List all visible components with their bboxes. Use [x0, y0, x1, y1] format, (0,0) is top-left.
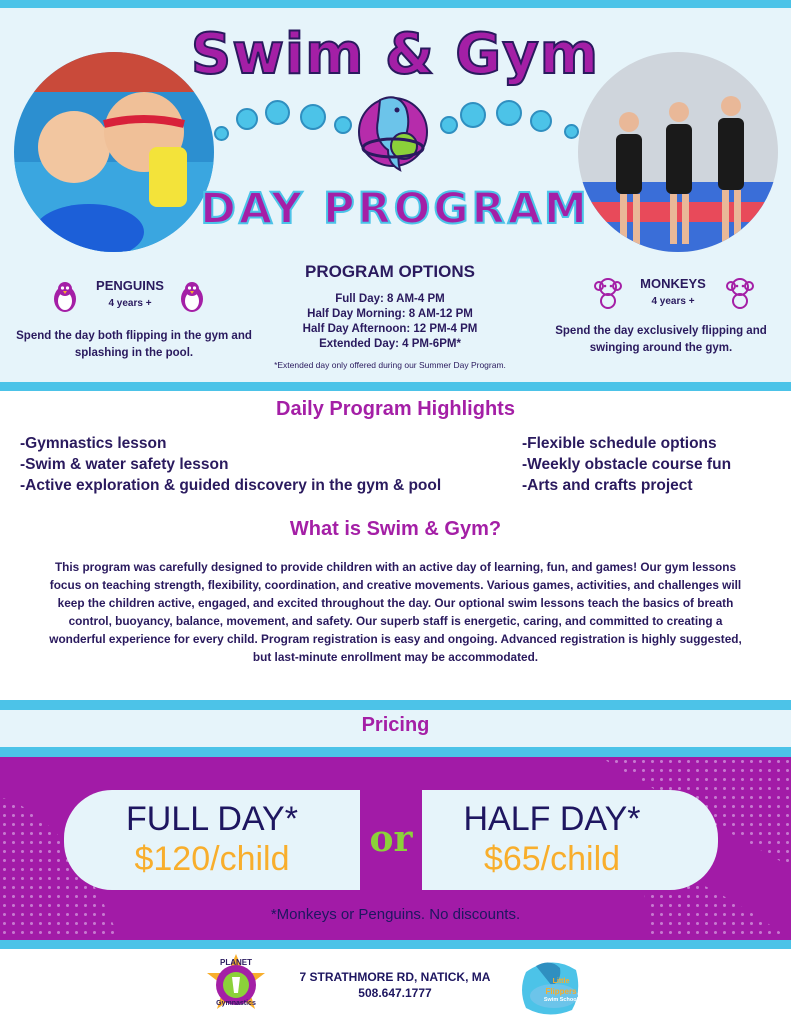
planet-logo-text-bottom: Gymnastics	[216, 1000, 256, 1007]
program-option-half-morning: Half Day Morning: 8 AM-12 PM	[307, 308, 473, 320]
penguin-icon	[50, 280, 80, 314]
little-flippers-text-1: Little	[552, 978, 570, 985]
half-day-price: $65/child	[483, 840, 621, 878]
footer-address: 7 STRATHMORE RD, NATICK, MA	[299, 970, 491, 984]
monkey-icon	[726, 277, 754, 309]
bubble-decoration	[334, 116, 352, 134]
bubble-decoration	[564, 124, 579, 139]
title-day-program: DAY PROGRAM	[200, 184, 590, 234]
pricing-top-stripe	[0, 700, 791, 710]
dolphin-logo-icon	[352, 88, 434, 180]
penguin-icon	[177, 280, 207, 314]
penguins-age: 4 years +	[108, 298, 152, 309]
title-swim-gym: Swim & Gym	[190, 22, 600, 87]
about-heading: What is Swim & Gym?	[289, 518, 502, 540]
about-line: control, buoyancy, balance, movement, and safety. Our superb staff is energetic, caring, and committed to creating a	[68, 614, 723, 628]
monkeys-desc-line1: Spend the day exclusively flipping and	[555, 325, 767, 337]
penguins-desc-line2: splashing in the pool.	[74, 347, 194, 359]
highlight-item: -Weekly obstacle course fun	[522, 456, 732, 473]
penguins-name: PENGUINS	[96, 278, 164, 293]
about-line: but last-minute enrollment may be accommodated.	[252, 650, 539, 664]
program-option-full-day: Full Day: 8 AM-4 PM	[335, 293, 445, 305]
program-option-extended: Extended Day: 4 PM-6PM*	[319, 338, 461, 350]
about-line: wonderful experience for every child. Program registration is easy and ongoing. Advanced registration is highly suggested,	[49, 632, 742, 646]
bubble-decoration	[440, 116, 458, 134]
monkey-icon	[594, 277, 622, 309]
planet-gymnastics-logo	[203, 952, 269, 1018]
highlights-heading: Daily Program Highlights	[276, 398, 515, 420]
bubble-decoration	[460, 102, 486, 128]
highlight-item: -Flexible schedule options	[522, 435, 717, 452]
half-day-label: HALF DAY*	[463, 800, 641, 838]
full-day-label: FULL DAY*	[126, 800, 298, 838]
monkeys-age: 4 years +	[651, 296, 695, 307]
program-options-heading: PROGRAM OPTIONS	[304, 262, 475, 281]
bubble-decoration	[236, 108, 258, 130]
full-day-price: $120/child	[134, 840, 290, 878]
bubble-decoration	[214, 126, 229, 141]
about-line: This program was carefully designed to provide children with an active day of learning, fun, and games! Our gym lessons	[54, 560, 737, 574]
top-stripe	[0, 0, 791, 8]
pricing-mid-stripe	[0, 747, 791, 757]
highlight-item: -Gymnastics lesson	[20, 435, 167, 452]
about-line: focus on teaching strength, flexibility, coordination, and creative movements. Various games, activities, and challenges will	[49, 578, 742, 592]
monkeys-desc-line2: swinging around the gym.	[589, 342, 733, 354]
or-text: or	[369, 818, 413, 860]
program-option-half-afternoon: Half Day Afternoon: 12 PM-4 PM	[302, 323, 478, 335]
highlight-item: -Swim & water safety lesson	[20, 456, 229, 473]
pricing-note: *Monkeys or Penguins. No discounts.	[270, 906, 521, 923]
little-flippers-text-2: Flippers	[545, 987, 577, 996]
pricing-bottom-stripe	[0, 940, 791, 949]
bubble-decoration	[496, 100, 522, 126]
bubble-decoration	[265, 100, 290, 125]
pricing-heading: Pricing	[361, 714, 430, 736]
planet-logo-text-top: PLANET	[220, 958, 252, 967]
penguins-desc-line1: Spend the day both flipping in the gym and	[16, 330, 252, 342]
extended-day-note: *Extended day only offered during our Summer Day Program.	[274, 360, 506, 370]
monkeys-name: MONKEYS	[640, 276, 706, 291]
highlight-item: -Active exploration & guided discovery in the gym & pool	[20, 477, 442, 494]
little-flippers-text-3: Swim School	[543, 997, 579, 1003]
bubble-decoration	[300, 104, 326, 130]
highlight-item: -Arts and crafts project	[522, 477, 693, 494]
divider-stripe	[0, 382, 791, 391]
bubble-decoration	[530, 110, 552, 132]
little-flippers-logo	[516, 952, 586, 1018]
about-line: keep the children active, engaged, and excited throughout the day. Our optional swim lessons teach the basics of breath	[57, 596, 734, 610]
footer-phone: 508.647.1777	[358, 986, 432, 1000]
